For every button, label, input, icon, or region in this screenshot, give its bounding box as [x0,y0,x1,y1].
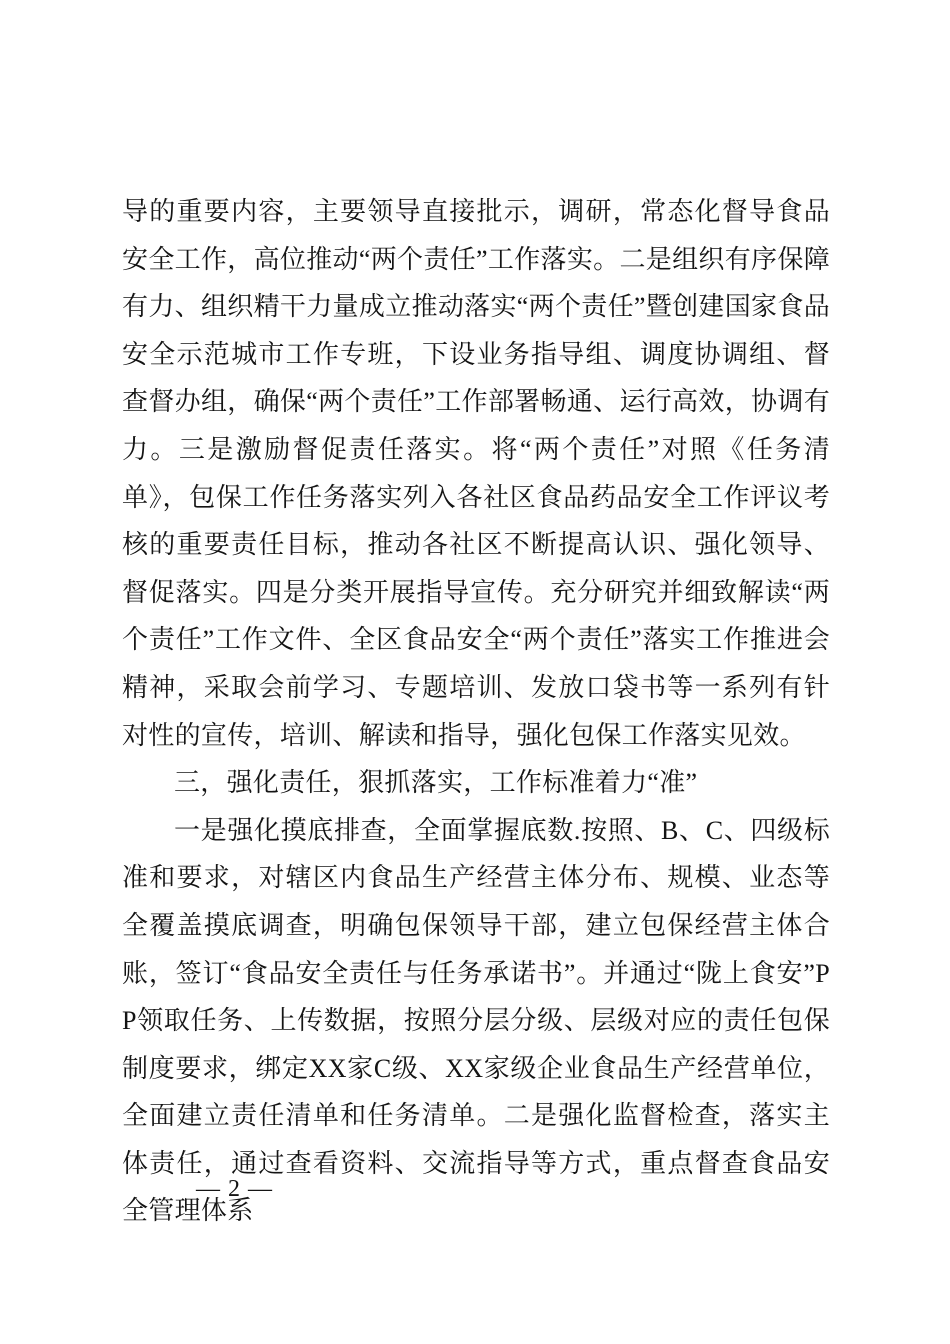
document-body [122,188,830,1235]
page-number: — 2 — [196,1176,273,1202]
section-heading: 三，强化责任，狠抓落实，工作标准着力“准” [174,768,698,798]
body-paragraph: 一是强化摸底排查，全面掌握底数.按照、B、C、四级标准和要求，对辖区内食品生产经营主体分布、规模、业态等全覆盖摸底调查，明确包保领导干部，建立包保经营主体合账，签订“食品安全责任与任务承诺书”。并通过“陇上食安”PP领取任务、上传数据，按照分层分级、层级对应的责任包保制度要求，绑定XX家C级、XX家级企业食品生产经营单位，全面建立责任清单和任务清单。二是强化监督检查，落实主体责任，通过查看资料、交流指导等方式，重点督查食品安全管理体系 [122,815,830,1226]
continuation-paragraph: 导的重要内容，主要领导直接批示，调研，常态化督导食品安全工作，高位推动“两个责任”工作落实。二是组织有序保障有力、组织精干力量成立推动落实“两个责任”暨创建国家食品安全示范城市工作专班，下设业务指导组、调度协调组、督查督办组，确保“两个责任”工作部署畅通、运行高效，协调有力。三是激励督促责任落实。将“两个责任”对照《任务清单》，包保工作任务落实列入各社区食品药品安全工作评议考核的重要责任目标，推动各社区不断提高认识、强化领导、督促落实。四是分类开展指导宣传。充分研究并细致解读“两个责任”工作文件、全区食品安全“两个责任”落实工作推进会精神，采取会前学习、专题培训、发放口袋书等一系列有针对性的宣传，培训、解读和指导，强化包保工作落实见效。 [122,197,830,750]
